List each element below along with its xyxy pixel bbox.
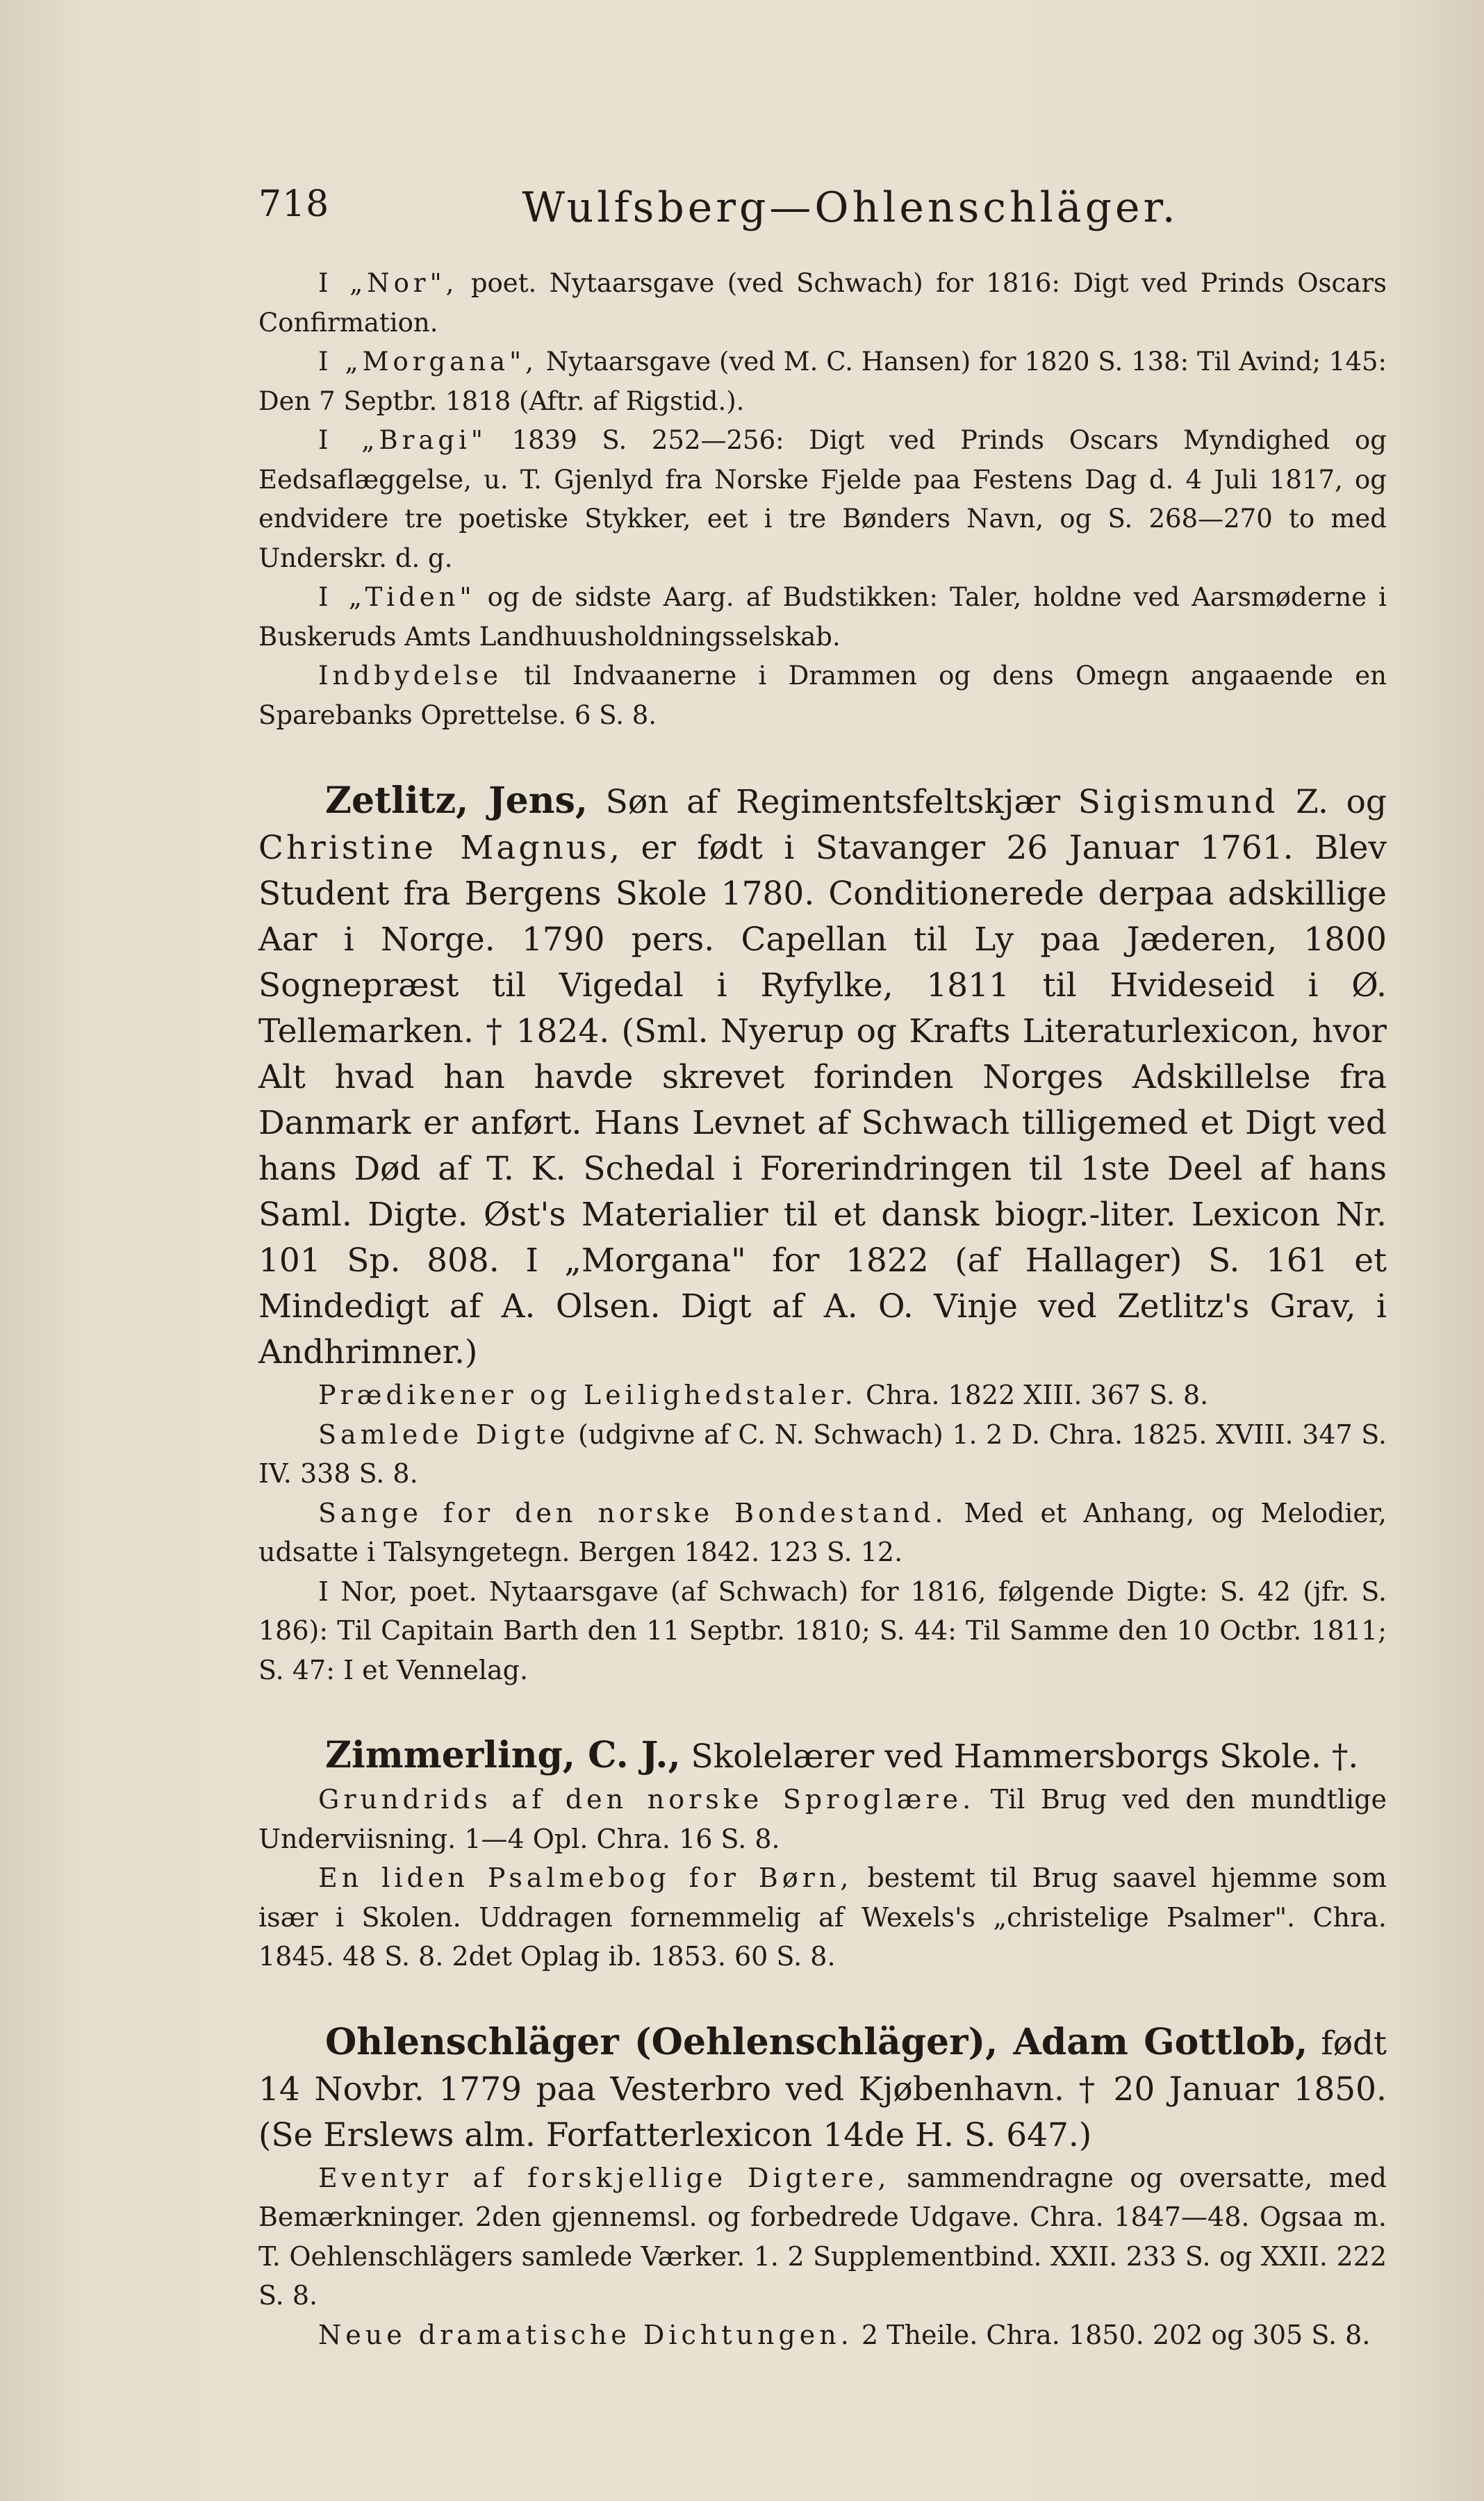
prior-entry-continuation (258, 264, 1387, 735)
running-title: Wulfsberg—Ohlenschläger. (522, 183, 1179, 232)
entry-ohlenschlager (258, 2020, 1387, 2355)
author-name: Ohlenschläger (Oehlenschläger), Adam Gottlob, (325, 2020, 1308, 2063)
running-header (258, 174, 1387, 236)
publication-item: I „Bragi" 1839 S. 252—256: Digt ved Prinds Oscars Myndighed og Eedsaflæggelse, u. T. Gjenlyd fra Norske Fjelde paa Festens Dag d. 4 Juli 1817, og endvidere tre poetiske Stykker, eet i tre Bønders Navn, og S. 268—270 to med Underskr. d. g. (258, 425, 1387, 573)
author-biography: Ohlenschläger (Oehlenschläger), Adam Gottlob, født 14 Novbr. 1779 paa Vesterbro ved Kjøbenhavn. † 20 Januar 1850. (Se Erslews alm. Forfatterlexicon 14de H. S. 647.) (258, 2020, 1387, 2154)
work-item: Sange for den norske Bondestand. Med et Anhang, og Melodier, udsatte i Talsyngetegn. Bergen 1842. 123 S. 12. (258, 1497, 1387, 1567)
publication-item: Indbydelse til Indvaanerne i Drammen og dens Omegn angaaende en Sparebanks Oprettelse. 6 S. 8. (258, 661, 1387, 730)
work-item: Grundrids af den norske Sproglære. Til Brug ved den mundtlige Underviisning. 1—4 Opl. Chra. 16 S. 8. (258, 1784, 1387, 1854)
work-item: I Nor, poet. Nytaarsgave (af Schwach) for 1816, følgende Digte: S. 42 (jfr. S. 186): Til Capitain Barth den 11 Septbr. 1810; S. 44: Til Samme den 10 Octbr. 1811; S. 47: I et Vennelag. (258, 1576, 1387, 1685)
page-number: 718 (258, 183, 330, 225)
author-name: Zimmerling, C. J., (325, 1734, 681, 1776)
work-item: Samlede Digte (udgivne af C. N. Schwach) 1. 2 D. Chra. 1825. XVIII. 347 S. IV. 338 S. 8. (258, 1419, 1387, 1489)
work-item: Eventyr af forskjellige Digtere, sammendragne og oversatte, med Bemærkninger. 2den gjennemsl. og forbedrede Udgave. Chra. 1847—48. Ogsaa m. T. Oehlenschlägers samlede Værker. 1. 2 Supplementbind. XXII. 233 S. og XXII. 222 S. 8. (258, 2162, 1387, 2311)
author-biography: Zimmerling, C. J., Skolelærer ved Hammersborgs Skole. †. (325, 1734, 1359, 1776)
work-item: En liden Psalmebog for Børn, bestemt til Brug saavel hjemme som især i Skolen. Uddragen fornemmelig af Wexels's „christelige Psalmer". Chra. 1845. 48 S. 8. 2det Oplag ib. 1853. 60 S. 8. (258, 1863, 1387, 1972)
entry-zimmerling (258, 1733, 1387, 1976)
publication-item: I „Morgana", Nytaarsgave (ved M. C. Hansen) for 1820 S. 138: Til Avind; 145: Den 7 Septbr. 1818 (Aftr. af Rigstid.). (258, 347, 1387, 416)
author-biography: Zetlitz, Jens, Søn af Regimentsfeltskjær Sigismund Z. og Christine Magnus, er født i Stavanger 26 Januar 1761. Blev Student fra Bergens Skole 1780. Conditionerede derpaa adskillige Aar i Norge. 1790 pers. Capellan til Ly paa Jæderen, 1800 Sognepræst til Vigedal i Ryfylke, 1811 til Hvideseid i Ø. Tellemarken. † 1824. (Sml. Nyerup og Krafts Literaturlexicon, hvor Alt hvad han havde skrevet forinden Norges Adskillelse fra Danmark er anført. Hans Levnet af Schwach tilligemed et Digt ved hans Død af T. K. Schedal i Forerindringen til 1ste Deel af hans Saml. Digte. Øst's Materialier til et dansk biogr.-liter. Lexicon Nr. 101 Sp. 808. I „Morgana" for 1822 (af Hallager) S. 161 et Mindedigt af A. Olsen. Digt af A. O. Vinje ved Zetlitz's Grav, i Andhrimner.) (258, 779, 1387, 1371)
author-name: Zetlitz, Jens, (325, 779, 588, 822)
work-item: Neue dramatische Dichtungen. 2 Theile. Chra. 1850. 202 og 305 S. 8. (318, 2319, 1371, 2350)
entry-zetlitz (258, 778, 1387, 1690)
work-item: Prædikener og Leilighedstaler. Chra. 1822 XIII. 367 S. 8. (318, 1380, 1209, 1410)
publication-item: I „Tiden" og de sidste Aarg. af Budstikken: Taler, holdne ved Aarsmøderne i Buskeruds Amts Landhuusholdningsselskab. (258, 582, 1387, 652)
publication-item: I „Nor", poet. Nytaarsgave (ved Schwach) for 1816: Digt ved Prinds Oscars Confirmation. (258, 268, 1387, 338)
